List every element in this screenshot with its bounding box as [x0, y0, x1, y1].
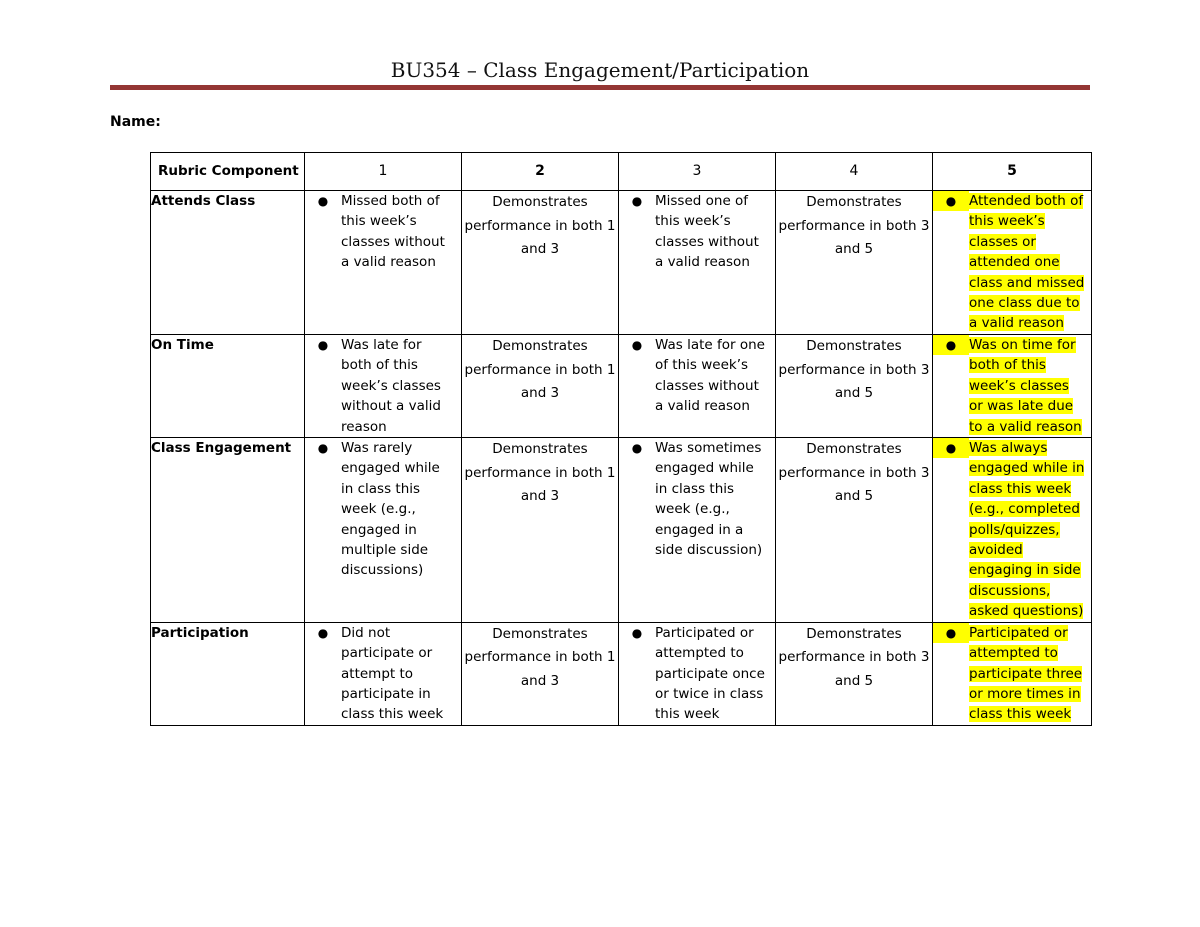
- bullet-icon: ●: [631, 338, 643, 352]
- score-1-text: Missed both of this week’s classes without a valid reason: [341, 193, 445, 271]
- score-5-cell: [933, 191, 1092, 335]
- score-5-text: Was always engaged while in class this week (e.g., completed polls/quizzes, avoided engaging in side discussions, asked questions): [969, 440, 1085, 620]
- score-4-cell: Demonstrates performance in both 3 and 5: [776, 191, 933, 335]
- table-row: [151, 191, 1092, 335]
- score-5-cell: [933, 335, 1092, 438]
- score-5-cell: [933, 622, 1092, 725]
- score-2-cell: Demonstrates performance in both 1 and 3: [462, 622, 619, 725]
- header-score-1: 1: [305, 153, 462, 191]
- score-5-text: Was on time for both of this week’s classes or was late due to a valid reason: [969, 337, 1082, 435]
- header-score-3: 3: [619, 153, 776, 191]
- row-component-label: Attends Class: [151, 191, 305, 335]
- score-3-cell: [619, 622, 776, 725]
- score-3-cell: [619, 191, 776, 335]
- header-score-4: 4: [776, 153, 933, 191]
- score-3-cell: [619, 438, 776, 623]
- bullet-icon: ●: [317, 441, 329, 456]
- table-header-row: [151, 153, 1092, 191]
- bullet-icon: ●: [933, 191, 969, 211]
- bullet-icon: ●: [317, 338, 329, 352]
- header-rubric-component: Rubric Component: [151, 153, 305, 191]
- score-1-text: Was rarely engaged while in class this week (e.g., engaged in multiple side discussions): [341, 440, 440, 579]
- score-4-cell: Demonstrates performance in both 3 and 5: [776, 335, 933, 438]
- bullet-icon: ●: [317, 194, 329, 208]
- score-2-cell: Demonstrates performance in both 1 and 3: [462, 191, 619, 335]
- score-1-cell: [305, 438, 462, 623]
- header-score-5: 5: [933, 153, 1092, 191]
- score-3-cell: [619, 335, 776, 438]
- bullet-icon: ●: [933, 623, 969, 643]
- score-1-text: Was late for both of this week’s classes without a valid reason: [341, 337, 441, 435]
- score-1-cell: [305, 622, 462, 725]
- score-2-cell: Demonstrates performance in both 1 and 3: [462, 335, 619, 438]
- score-1-cell: [305, 335, 462, 438]
- name-label: Name:: [110, 114, 161, 130]
- table-row: [151, 622, 1092, 725]
- title-divider: [110, 85, 1090, 90]
- score-5-cell: [933, 438, 1092, 623]
- header-score-2: 2: [462, 153, 619, 191]
- bullet-icon: ●: [631, 441, 643, 456]
- score-1-cell: [305, 191, 462, 335]
- score-5-text: Attended both of this week’s classes or attended one class and missed one class due to a valid reason: [969, 193, 1085, 332]
- row-component-label: Class Engagement: [151, 438, 305, 623]
- rubric-table: [150, 152, 1092, 726]
- table-row: [151, 335, 1092, 438]
- row-component-label: On Time: [151, 335, 305, 438]
- table-row: [151, 438, 1092, 623]
- score-4-cell: Demonstrates performance in both 3 and 5: [776, 438, 933, 623]
- score-2-cell: Demonstrates performance in both 1 and 3: [462, 438, 619, 623]
- score-3-text: Missed one of this week’s classes without a valid reason: [655, 193, 759, 271]
- score-5-text: Participated or attempted to participate three or more times in class this week: [969, 624, 1083, 723]
- score-4-cell: Demonstrates performance in both 3 and 5: [776, 622, 933, 725]
- bullet-icon: ●: [933, 335, 969, 355]
- row-component-label: Participation: [151, 622, 305, 725]
- score-3-text: Was sometimes engaged while in class this week (e.g., engaged in a side discussion): [655, 440, 763, 559]
- bullet-icon: ●: [631, 625, 643, 640]
- bullet-icon: ●: [933, 438, 969, 458]
- score-1-text: Did not participate or attempt to participate in class this week: [341, 624, 444, 723]
- bullet-icon: ●: [317, 625, 329, 640]
- document-title: BU354 – Class Engagement/Participation: [390, 58, 810, 82]
- bullet-icon: ●: [631, 194, 643, 208]
- score-3-text: Participated or attempted to participate once or twice in class this week: [655, 624, 765, 723]
- score-3-text: Was late for one of this week’s classes without a valid reason: [655, 337, 765, 415]
